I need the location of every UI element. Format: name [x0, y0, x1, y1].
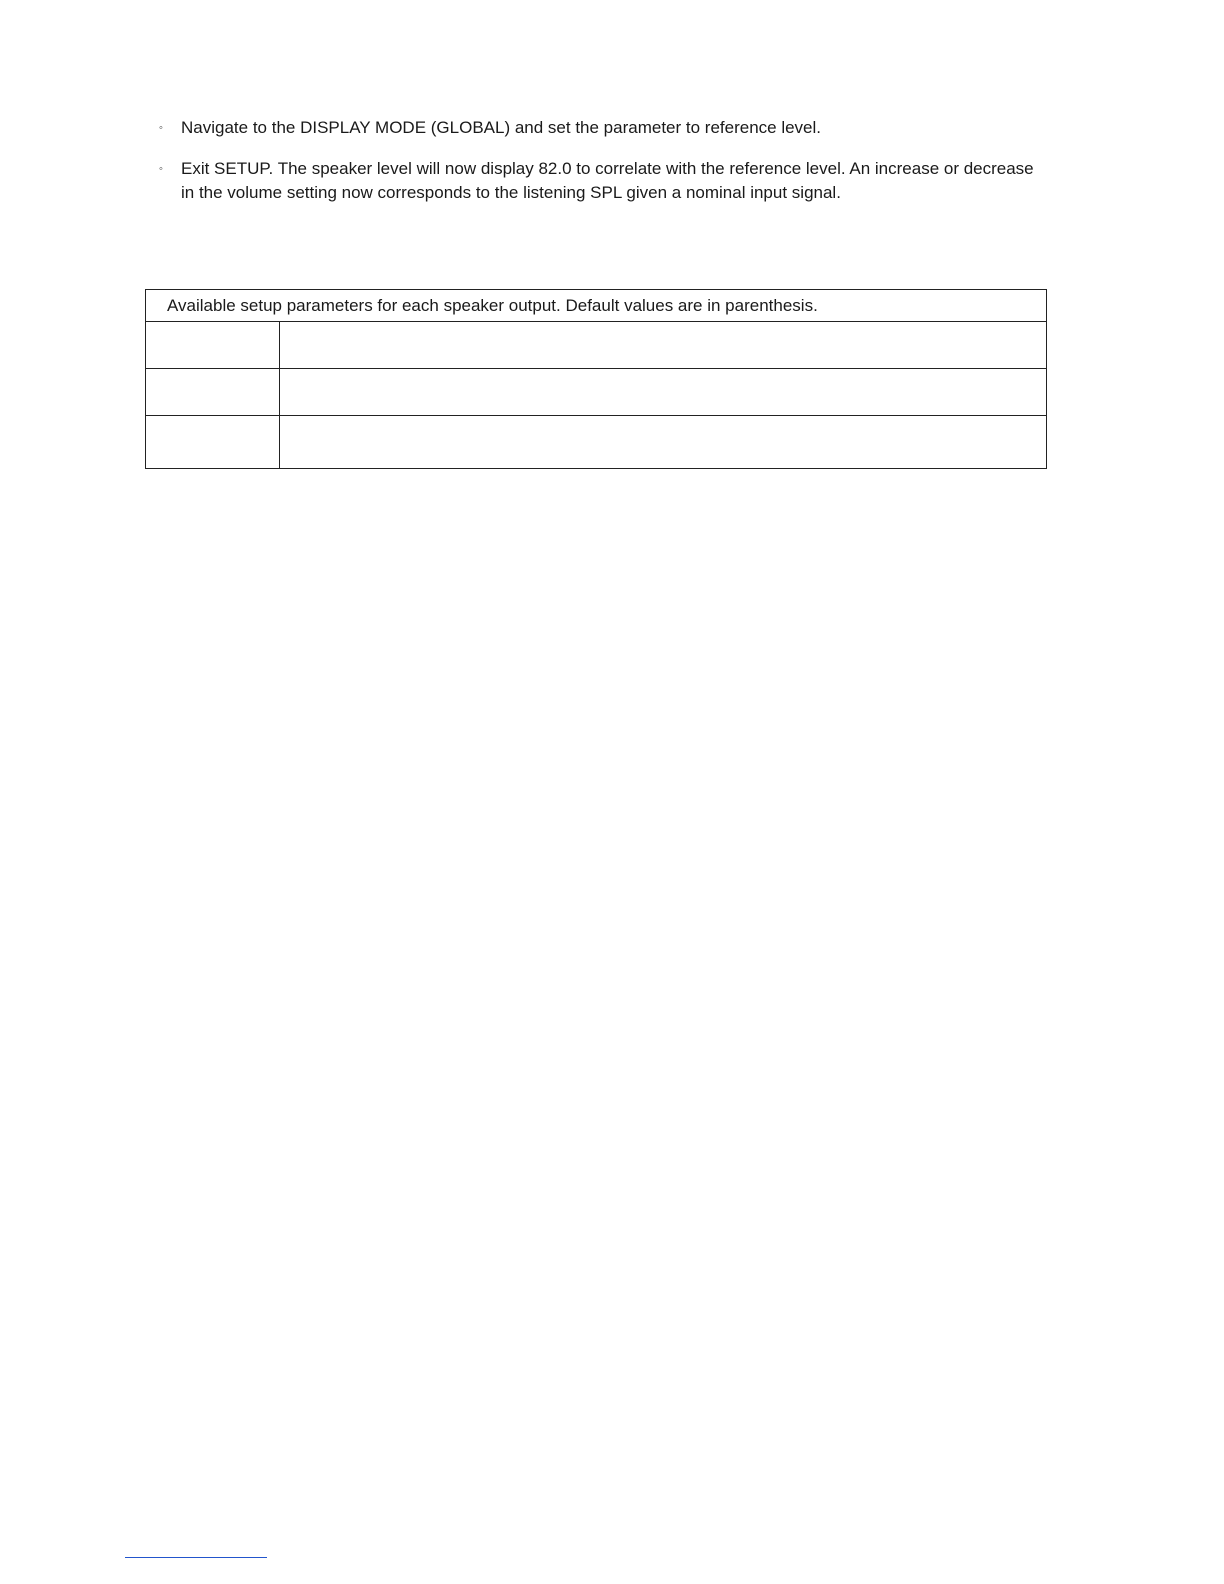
table-row — [146, 322, 1047, 369]
instruction-list — [155, 116, 1035, 222]
table-row — [146, 369, 1047, 416]
parameter-value-cell — [280, 369, 1047, 416]
instruction-item — [155, 157, 1035, 205]
bullet-icon: ◦ — [159, 122, 163, 134]
table-caption: Available setup parameters for each speaker output. Default values are in parenthesis. — [146, 290, 1047, 322]
footnote-separator — [125, 1557, 267, 1558]
setup-parameters-table — [145, 289, 1047, 469]
parameter-label-cell — [146, 369, 280, 416]
parameter-value-cell — [280, 322, 1047, 369]
parameter-value-cell — [280, 416, 1047, 469]
parameter-label-cell — [146, 322, 280, 369]
parameter-label-cell — [146, 416, 280, 469]
bullet-icon: ◦ — [159, 163, 163, 175]
table-row — [146, 416, 1047, 469]
table-header-row — [146, 290, 1047, 322]
instruction-text: Exit SETUP. The speaker level will now display 82.0 to correlate with the reference level. An increase or decrease in the volume setting now corresponds to the listening SPL given a nominal input signal. — [181, 159, 1034, 202]
instruction-text: Navigate to the DISPLAY MODE (GLOBAL) and set the parameter to reference level. — [181, 118, 822, 137]
instruction-item — [155, 116, 1035, 140]
